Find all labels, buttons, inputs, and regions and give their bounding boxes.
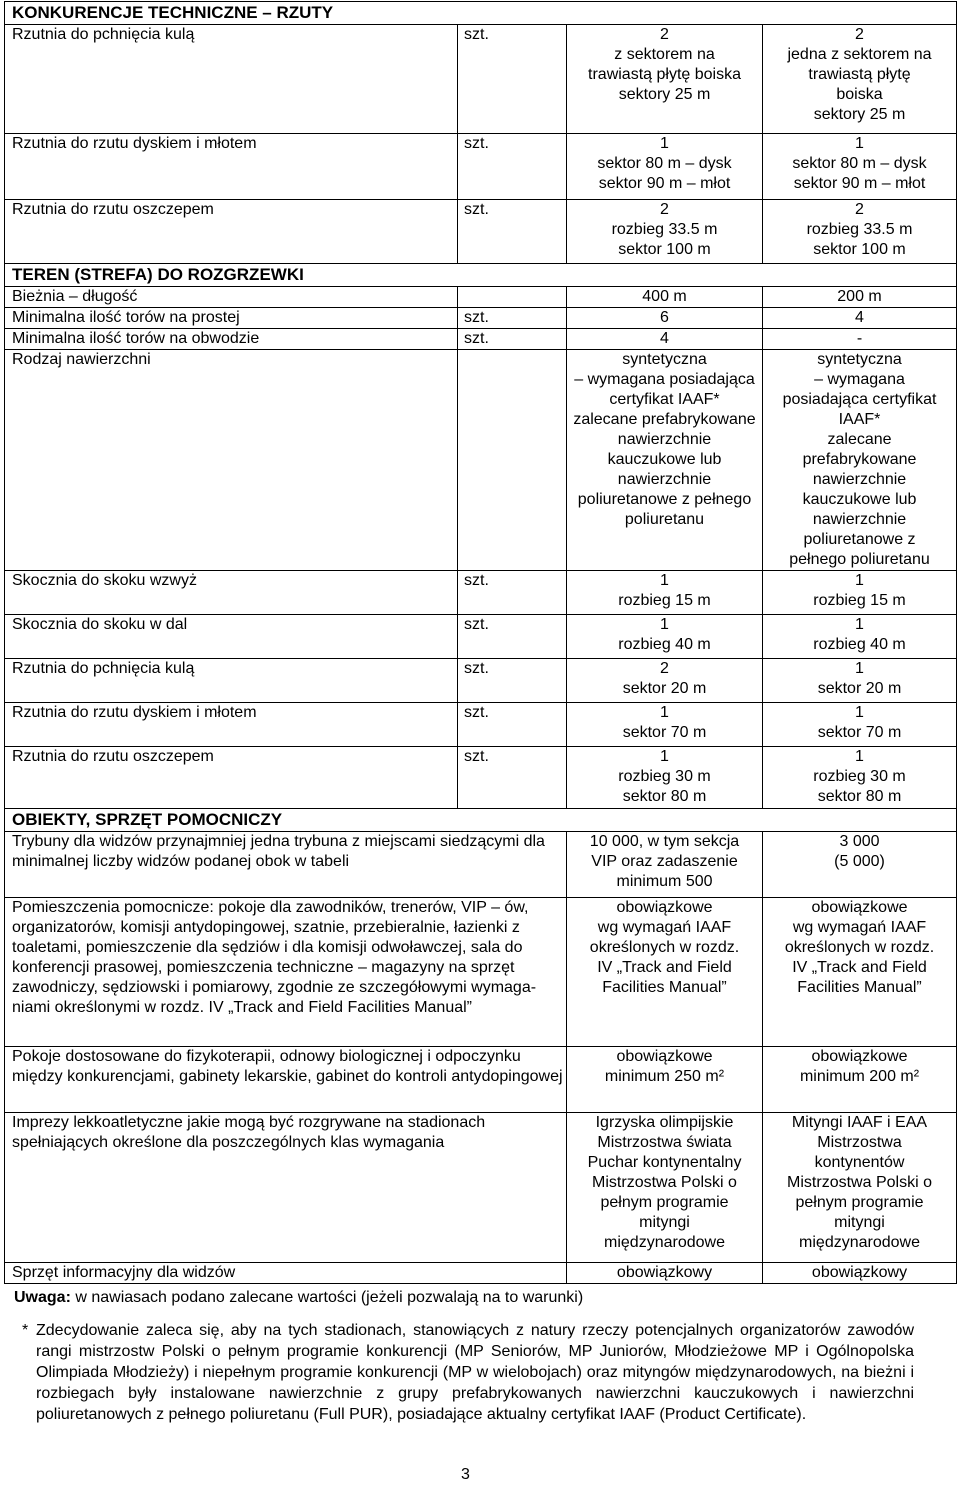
section-title: TEREN (STREFA) DO ROZGRZEWKI <box>5 264 957 287</box>
value-class-1: obowiązkowe minimum 250 m² <box>567 1047 763 1113</box>
value-class-1: syntetyczna – wymagana posiadająca certyfikat IAAF* zalecane prefabrykowane nawierzchnie kauczukowe lub nawierzchnie poliuretanowe z pełnego poliuretanu <box>567 350 763 571</box>
row-unit: szt. <box>458 329 567 350</box>
value-class-1: obowiązkowy <box>567 1263 763 1284</box>
footnote-text: Zdecydowanie zaleca się, aby na tych stadionach, stanowiących z natury rzeczy potencjalnych organizatorów zawodów rangi mistrzostw Polski o pełnym programie konkurencji (MP Seniorów, MP Juniorów, Młodzieżowe MP i Ogólnopolska Olimpiada Młodzieży) i niepełnym programie konkurencji (MP w wielobojach) oraz mityngów międzynarodowych, na bieżni i rozbiegach były instalowane nawierzchnie z grupy prefabrykowanych nawierzchni kauczukowych i nawierzchni poliuretanowych z pełnego poliuretanu (Full PUR), posiadające aktualny certyfikat IAAF (Product Certificate). <box>36 1322 914 1423</box>
value-class-1: 10 000, w tym sekcja VIP oraz zadaszenie minimum 500 <box>567 832 763 898</box>
value-class-2: obowiązkowy <box>763 1263 957 1284</box>
section-header-warmup <box>5 264 957 287</box>
table-row <box>5 134 957 200</box>
table-row <box>5 25 957 134</box>
row-label: Minimalna ilość torów na prostej <box>5 308 458 329</box>
table-row <box>5 747 957 809</box>
footnote <box>24 1320 914 1425</box>
table-row <box>5 350 957 571</box>
table-row <box>5 329 957 350</box>
remark-note <box>14 1288 583 1308</box>
row-label: Sprzęt informacyjny dla widzów <box>5 1263 567 1284</box>
value-class-2: 1 sektor 80 m – dysk sektor 90 m – młot <box>763 134 957 200</box>
row-label: Trybuny dla widzów przynajmniej jedna trybuna z miejscami siedzącymi dla minimalnej liczby widzów podanej obok w tabeli <box>5 832 567 898</box>
table-row <box>5 615 957 659</box>
row-label: Minimalna ilość torów na obwodzie <box>5 329 458 350</box>
row-unit <box>458 350 567 571</box>
value-class-2: 2 jedna z sektorem na trawiastą płytę boiska sektory 25 m <box>763 25 957 134</box>
row-unit: szt. <box>458 134 567 200</box>
value-class-1: 4 <box>567 329 763 350</box>
row-unit: szt. <box>458 747 567 809</box>
table-row <box>5 703 957 747</box>
value-class-1: 400 m <box>567 287 763 308</box>
value-class-1: 1 rozbieg 40 m <box>567 615 763 659</box>
page-number: 3 <box>461 1466 470 1483</box>
row-label: Rzutnia do pchnięcia kulą <box>5 659 458 703</box>
value-class-2: syntetyczna – wymagana posiadająca certyfikat IAAF* zalecane prefabrykowane nawierzchnie kauczukowe lub nawierzchnie poliuretanowe z pełnego poliuretanu <box>763 350 957 571</box>
row-label: Skocznia do skoku wzwyż <box>5 571 458 615</box>
value-class-1: 2 z sektorem na trawiastą płytę boiska sektory 25 m <box>567 25 763 134</box>
value-class-2: - <box>763 329 957 350</box>
table-row <box>5 571 957 615</box>
value-class-1: 2 rozbieg 33.5 m sektor 100 m <box>567 200 763 264</box>
value-class-2: 4 <box>763 308 957 329</box>
value-class-2: 1 rozbieg 15 m <box>763 571 957 615</box>
table-row <box>5 1047 957 1113</box>
section-title: KONKURENCJE TECHNICZNE – RZUTY <box>5 2 957 25</box>
requirements-table <box>4 1 957 1284</box>
row-unit: szt. <box>458 615 567 659</box>
row-label: Rodzaj nawierzchni <box>5 350 458 571</box>
table-row <box>5 1263 957 1284</box>
value-class-2: 3 000 (5 000) <box>763 832 957 898</box>
value-class-1: Igrzyska olimpijskie Mistrzostwa świata Puchar kontynentalny Mistrzostwa Polski o pełnym programie mityngi międzynarodowe <box>567 1113 763 1263</box>
section-title: OBIEKTY, SPRZĘT POMOCNICZY <box>5 809 957 832</box>
table-row <box>5 659 957 703</box>
row-unit: szt. <box>458 659 567 703</box>
row-label: Rzutnia do rzutu oszczepem <box>5 747 458 809</box>
row-unit: szt. <box>458 308 567 329</box>
remark-label: Uwaga: <box>14 1289 71 1306</box>
row-unit: szt. <box>458 703 567 747</box>
section-header-technical <box>5 2 957 25</box>
value-class-2: obowiązkowe wg wymagań IAAF określonych w rozdz. IV „Track and Field Facilities Manual” <box>763 898 957 1047</box>
value-class-1: 1 rozbieg 15 m <box>567 571 763 615</box>
row-label: Bieżnia – długość <box>5 287 458 308</box>
table-row <box>5 308 957 329</box>
value-class-2: Mityngi IAAF i EAA Mistrzostwa kontynentów Mistrzostwa Polski o pełnym programie mityngi międzynarodowe <box>763 1113 957 1263</box>
row-label: Rzutnia do rzutu dyskiem i młotem <box>5 134 458 200</box>
value-class-2: 2 rozbieg 33.5 m sektor 100 m <box>763 200 957 264</box>
value-class-1: 1 sektor 80 m – dysk sektor 90 m – młot <box>567 134 763 200</box>
row-label: Pomieszczenia pomocnicze: pokoje dla zawodników, trenerów, VIP – ów, organizatorów, komisji antydopingowej, szatnie, przebieralnie, łazienki z toaletami, pomieszczenie dla sędziów i dla komisji odwoławczej, sala do konferencji prasowej, pomieszczenia techniczne – magazyny na sprzęt zawodniczy, sędziowski i pomiarowy, zgodnie ze szczegółowymi wymaga-niami określonymi w rozdz. IV „Track and Field Facilities Manual” <box>5 898 567 1047</box>
table-row <box>5 898 957 1047</box>
row-unit <box>458 287 567 308</box>
value-class-1: 2 sektor 20 m <box>567 659 763 703</box>
row-unit: szt. <box>458 571 567 615</box>
table-row <box>5 287 957 308</box>
value-class-2: 1 rozbieg 40 m <box>763 615 957 659</box>
table-row <box>5 200 957 264</box>
value-class-2: obowiązkowe minimum 200 m² <box>763 1047 957 1113</box>
footnote-marker: * <box>22 1322 29 1339</box>
table-row <box>5 832 957 898</box>
row-label: Pokoje dostosowane do fizykoterapii, odnowy biologicznej i odpoczynku między konkurencjami, gabinety lekarskie, gabinet do kontroli antydopingowej <box>5 1047 567 1113</box>
row-unit: szt. <box>458 25 567 134</box>
table-row <box>5 1113 957 1263</box>
row-label: Skocznia do skoku w dal <box>5 615 458 659</box>
value-class-2: 1 sektor 70 m <box>763 703 957 747</box>
value-class-1: 1 sektor 70 m <box>567 703 763 747</box>
section-header-facilities <box>5 809 957 832</box>
value-class-2: 200 m <box>763 287 957 308</box>
value-class-2: 1 rozbieg 30 m sektor 80 m <box>763 747 957 809</box>
row-label: Imprezy lekkoatletyczne jakie mogą być rozgrywane na stadionach spełniających określone dla poszczególnych klas wymagania <box>5 1113 567 1263</box>
row-label: Rzutnia do rzutu dyskiem i młotem <box>5 703 458 747</box>
value-class-1: 1 rozbieg 30 m sektor 80 m <box>567 747 763 809</box>
value-class-2: 1 sektor 20 m <box>763 659 957 703</box>
remark-text: w nawiasach podano zalecane wartości (jeżeli pozwalają na to warunki) <box>70 1289 584 1306</box>
value-class-1: obowiązkowe wg wymagań IAAF określonych w rozdz. IV „Track and Field Facilities Manual” <box>567 898 763 1047</box>
row-label: Rzutnia do pchnięcia kulą <box>5 25 458 134</box>
row-label: Rzutnia do rzutu oszczepem <box>5 200 458 264</box>
value-class-1: 6 <box>567 308 763 329</box>
row-unit: szt. <box>458 200 567 264</box>
